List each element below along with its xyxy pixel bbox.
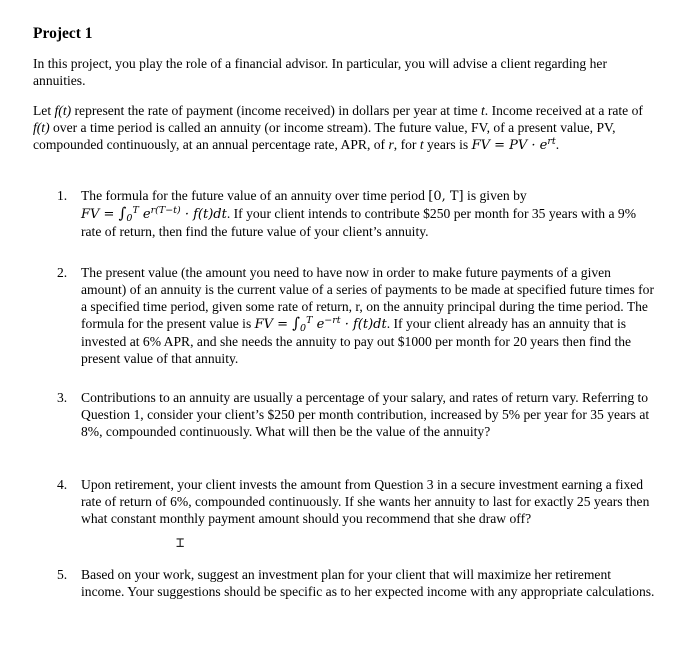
question-2 <box>57 264 657 367</box>
question-number: 3. <box>57 390 68 405</box>
question-number: 1. <box>57 188 68 203</box>
fv-formula: FV = PV · $e^{rt}$ <box>471 136 556 153</box>
question-5 <box>57 566 657 600</box>
question-text: The formula for the future value of an annuity over time period [0, T] is given by FV = $\int_0^T$ $e^{r(T-t)} \cdot f(t)dt$. If your client intends to contribute $250 per month for 35 years with a 9% rate of return, then find the future value of your client’s annuity. <box>81 188 637 239</box>
project-title: Project 1 <box>33 25 93 42</box>
future-value-integral: FV = $\int_0^T$ $e^{r(T-t)} \cdot f(t)dt$ <box>81 204 227 224</box>
intro-paragraph: In this project, you play the role of a financial advisor. In particular, you will advise a client regarding her annuities. <box>33 56 607 88</box>
present-value-integral: FV = $\int_0^T$ $e^{-rt} \cdot f(t)dt$ <box>254 314 387 334</box>
definition-paragraph: Let f(t) represent the rate of payment (income received) in dollars per year at time t. Income received at a rate of f(t) over a time period is called an annuity (or income stream). The future value, FV, of a present value, PV, compounded continuously, at an annual percentage rate, APR, of r, for t years is FV = PV · $e^{rt}$. <box>33 103 643 153</box>
question-4 <box>57 476 657 527</box>
question-text: Based on your work, suggest an investment plan for your client that will maximize her retirement income. Your suggestions should be specific as to her expected income with any appropriate calculations. <box>81 567 655 599</box>
question-text: Upon retirement, your client invests the amount from Question 3 in a secure investment earning a fixed rate of return of 6%, compounded continuously. If she wants her annuity to last for exactly 25 years then what constant monthly payment amount should you recommend that she draw off? <box>81 477 650 526</box>
question-number: 2. <box>57 265 68 280</box>
question-number: 4. <box>57 477 68 492</box>
question-number: 5. <box>57 567 68 582</box>
question-text: The present value (the amount you need to have now in order to make future payments of a given amount) of an annuity is the current value of a series of payments to be made at specified future times for a specified time period, given some rate of return, r, on the annuity principal during the time period. The formula for the present value is FV = $\int_0^T$ $e^{-rt} \cdot f(t)dt$. If your client already has an annuity that is invested at 6% APR, and she needs the annuity to pay out $1000 per month for 20 years then find the present value of that annuity. <box>81 265 655 366</box>
question-1 <box>57 187 657 240</box>
question-text: Contributions to an annuity are usually a percentage of your salary, and rates of return vary. Referring to Question 1, consider your client’s $250 per month contribution, increased by 5% per year for 35 years at 8%, compounded continuously. What will then be the value of the annuity? <box>81 390 650 439</box>
question-3 <box>57 389 657 440</box>
text-cursor-icon: ⌶ <box>176 535 185 551</box>
